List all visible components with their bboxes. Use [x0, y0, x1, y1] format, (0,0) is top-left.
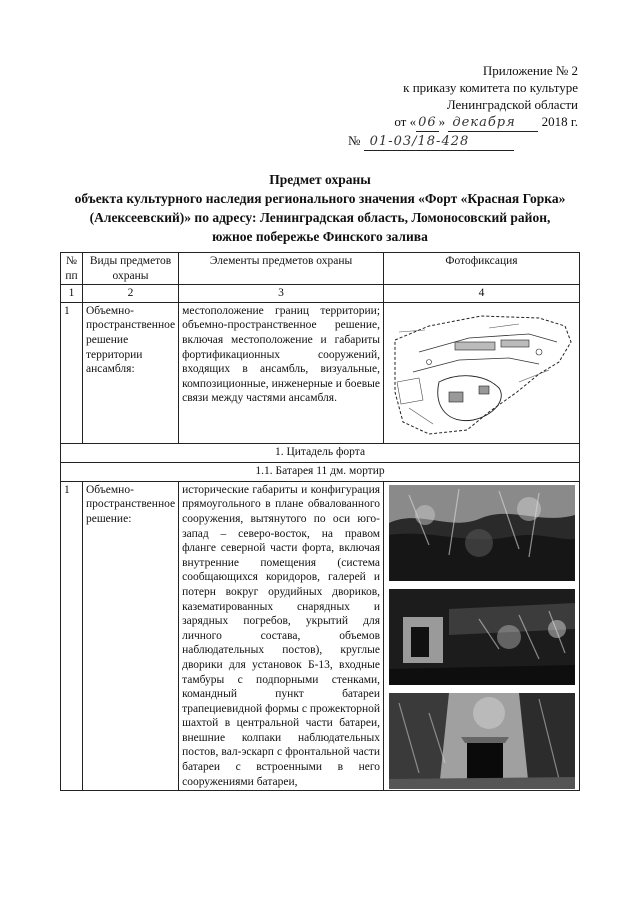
order-number: № 01-03/18-428 — [338, 132, 578, 151]
section-citadel: 1. Цитадель форта — [61, 443, 580, 462]
battery-photo-1 — [389, 485, 575, 581]
row-elements: исторические габариты и конфигурация прямоугольного в плане обвалованного сооружения, вытянутого по оси юго-запад – северо-восток, на правом фланге северной части форта, включая внутренние помещения (система сообщающихся коридоров, галерей и потерн вокруг орудийных двориков, казематированных снарядных и зарядных погребов, укрытий для личного состава, объемов наблюдательных постов), круглые дворики для установок Б-13, входные тамбуры с подпорными стенками, командный пункт батареи трапециевидной формы с прожекторной шахтой в центральной части батареи, внешние колпаки наблюдательных постов, вал-эскарп с фронтальной части батареи с встроенными в него сооружениями батареи, — [179, 481, 384, 790]
col-number: 1 — [61, 285, 83, 303]
site-plan-image — [389, 312, 575, 438]
col-number: 2 — [82, 285, 178, 303]
table-row — [61, 481, 580, 790]
header-photo: Фотофиксация — [384, 253, 580, 285]
order-reference: к приказу комитета по культуре — [403, 80, 578, 95]
row-elements: местоположение границ территории; объемно-пространственное решение, включая местоположение и габариты фортификационных сооружений, входящих в ансамбль, визуальные, композиционные, инженерные и боевые связи между частями ансамбля. — [179, 302, 384, 443]
committee-region: Ленинградской области — [446, 97, 578, 112]
table-row — [61, 302, 580, 443]
battery-photo-3 — [389, 693, 575, 789]
subsection-battery: 1.1. Батарея 11 дм. мортир — [61, 462, 580, 481]
row-type: Объемно-пространственное решение территории ансамбля: — [82, 302, 178, 443]
battery-photo-2 — [389, 589, 575, 685]
row-num: 1 — [61, 481, 83, 790]
document-title — [70, 170, 570, 246]
col-number: 4 — [384, 285, 580, 303]
handwritten-number: 01-03/18-428 — [364, 133, 514, 151]
handwritten-day: 06 — [418, 115, 437, 130]
title-main: Предмет охраны — [269, 172, 371, 187]
column-number-row — [61, 285, 580, 303]
row-type: Объемно-пространственное решение: — [82, 481, 178, 790]
row-photo-cell — [384, 481, 580, 790]
document-header — [338, 62, 578, 151]
section-heading-row — [61, 443, 580, 462]
row-photo-cell — [384, 302, 580, 443]
table-header-row — [61, 253, 580, 285]
subsection-heading-row — [61, 462, 580, 481]
order-date: от « 06 » декабря 2018 г. — [394, 114, 578, 130]
appendix-label: Приложение № 2 — [482, 63, 578, 78]
handwritten-month: декабря — [448, 114, 538, 132]
order-year: 2018 г. — [541, 114, 578, 129]
col-number: 3 — [179, 285, 384, 303]
header-types: Виды предметов охраны — [82, 253, 178, 285]
title-object: объекта культурного наследия регионального значения «Форт «Красная Горка» (Алексеевский)» по адресу: Ленинградская область, Ломоносовский район, южное побережье Финского залива — [74, 191, 566, 244]
protection-table — [60, 252, 580, 791]
row-num: 1 — [61, 302, 83, 443]
header-num: № пп — [61, 253, 83, 285]
header-elements: Элементы предметов охраны — [179, 253, 384, 285]
